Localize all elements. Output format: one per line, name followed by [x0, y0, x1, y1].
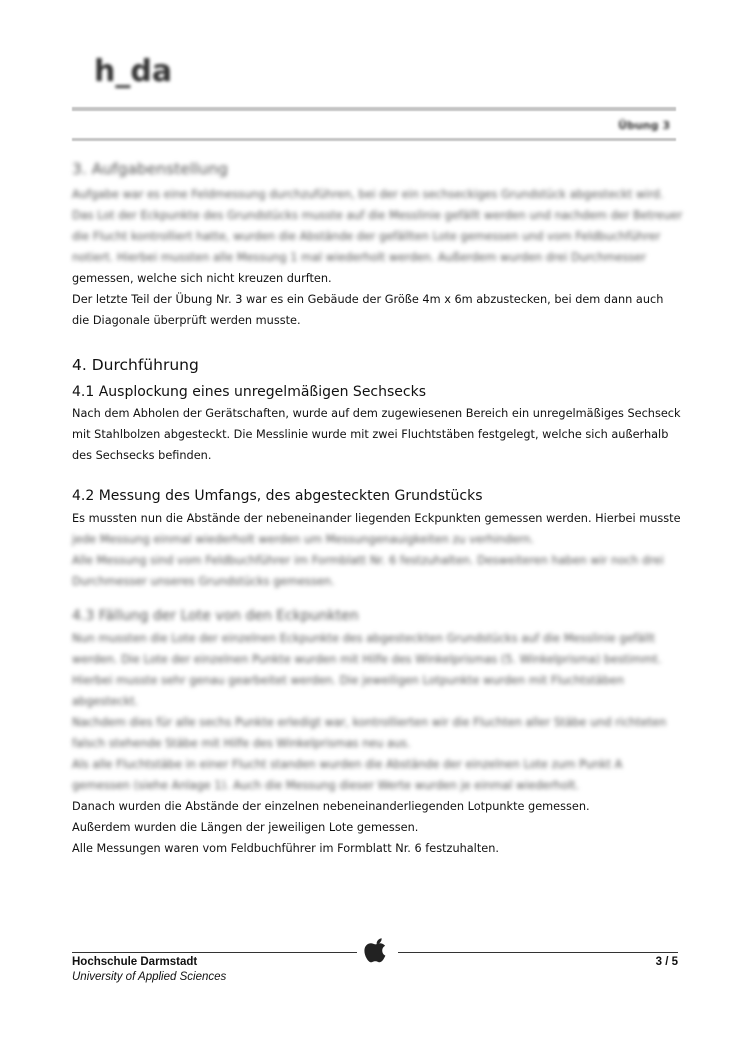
footer-university: University of Applied Sciences	[72, 971, 227, 983]
section-3-line: die Flucht kontrolliert hatte, wurden die Abstände der gefällten Lote gemessen und vom Feldbuchführer	[72, 230, 661, 243]
section-4-2-line: Durchmesser unseres Grundstücks gemessen.	[72, 575, 335, 588]
section-4-3-line: Alle Messungen waren vom Feldbuchführer im Formblatt Nr. 6 festzuhalten.	[72, 842, 499, 855]
header-rule-bottom	[72, 138, 676, 141]
section-4-3-line: werden. Die Lote der einzelnen Punkte wurden mit Hilfe des Winkelprismas (5. Winkelprisma) bestimmt.	[72, 653, 662, 666]
section-4-3-line: Danach wurden die Abstände der einzelnen nebeneinanderliegenden Lotpunkte gemessen.	[72, 800, 590, 813]
section-3-line: Aufgabe war es eine Feldmessung durchzuführen, bei der ein sechseckiges Grundstück abgesteckt wird.	[72, 188, 664, 201]
section-3-line: gemessen, welche sich nicht kreuzen durften.	[72, 272, 332, 285]
section-4-3-line: Hierbei musste sehr genau gearbeitet werden. Die jeweiligen Lotpunkte wurden mit Fluchtstäben	[72, 674, 624, 687]
running-title: Übung 3	[618, 119, 670, 132]
section-4-1-heading: 4.1 Ausplockung eines unregelmäßigen Sechsecks	[72, 384, 427, 400]
section-4-3-line: Außerdem wurden die Längen der jeweiligen Lote gemessen.	[72, 821, 419, 834]
header-rule	[72, 107, 676, 111]
section-4-3-line: Als alle Fluchtstäbe in einer Flucht standen wurden die Abstände der einzelnen Lote zum Punkt A	[72, 758, 623, 771]
section-4-3-heading: 4.3 Fällung der Lote von den Eckpunkten	[72, 608, 359, 624]
section-4-2-line: Es mussten nun die Abstände der nebeneinander liegenden Eckpunkten gemessen werden. Hierbei musste	[72, 512, 681, 525]
section-4-3-line: Nun mussten die Lote der einzelnen Eckpunkte des abgesteckten Grundstücks auf die Messlinie gefällt	[72, 632, 656, 645]
hda-logo: h_da	[94, 54, 173, 89]
section-4-heading: 4. Durchführung	[72, 356, 199, 374]
section-4-2-line: jede Messung einmal wiederholt werden um Messungenauigkeiten zu verhindern.	[72, 533, 535, 546]
section-3-line: notiert. Hierbei mussten alle Messung 1 mal wiederholt werden. Außerdem wurden drei Durchmesser	[72, 251, 646, 264]
section-3-line: Der letzte Teil der Übung Nr. 3 war es ein Gebäude der Größe 4m x 6m abzustecken, bei dem dann auch	[72, 293, 664, 306]
section-3-line: Das Lot der Eckpunkte des Grundstücks musste auf die Messlinie gefällt werden und nachdem der Betreuer	[72, 209, 683, 222]
footer-rule-right	[398, 952, 678, 953]
page-number: 3 / 5	[655, 956, 678, 968]
section-4-2-line: Alle Messung sind vom Feldbuchführer im Formblatt Nr. 6 festzuhalten. Desweiteren haben wir noch drei	[72, 554, 664, 567]
section-4-1-line: Nach dem Abholen der Gerätschaften, wurde auf dem zugewiesenen Bereich ein unregelmäßiges Sechseck	[72, 407, 681, 420]
section-3-line: die Diagonale überprüft werden musste.	[72, 314, 301, 327]
section-3-heading: 3. Aufgabenstellung	[72, 160, 228, 178]
section-4-3-line: abgesteckt.	[72, 695, 139, 708]
section-4-1-line: des Sechsecks befinden.	[72, 449, 212, 462]
section-4-1-line: mit Stahlbolzen abgesteckt. Die Messlinie wurde mit zwei Fluchtstäben festgelegt, welche sich außerhalb	[72, 428, 669, 441]
section-4-3-line: falsch stehende Stäbe mit Hilfe des Winkelprismas neu aus.	[72, 737, 411, 750]
document-body	[72, 160, 682, 859]
apple-logo-icon	[364, 936, 390, 964]
footer-rule-left	[72, 952, 357, 953]
footer-school-name: Hochschule Darmstadt	[72, 956, 198, 968]
section-4-2-heading: 4.2 Messung des Umfangs, des abgesteckten Grundstücks	[72, 488, 483, 504]
section-4-3-line: Nachdem dies für alle sechs Punkte erledigt war, kontrollierten wir die Fluchten aller Stäbe und richteten	[72, 716, 667, 729]
section-4-3-line: gemessen (siehe Anlage 1). Auch die Messung dieser Werte wurden je einmal wiederholt.	[72, 779, 580, 792]
